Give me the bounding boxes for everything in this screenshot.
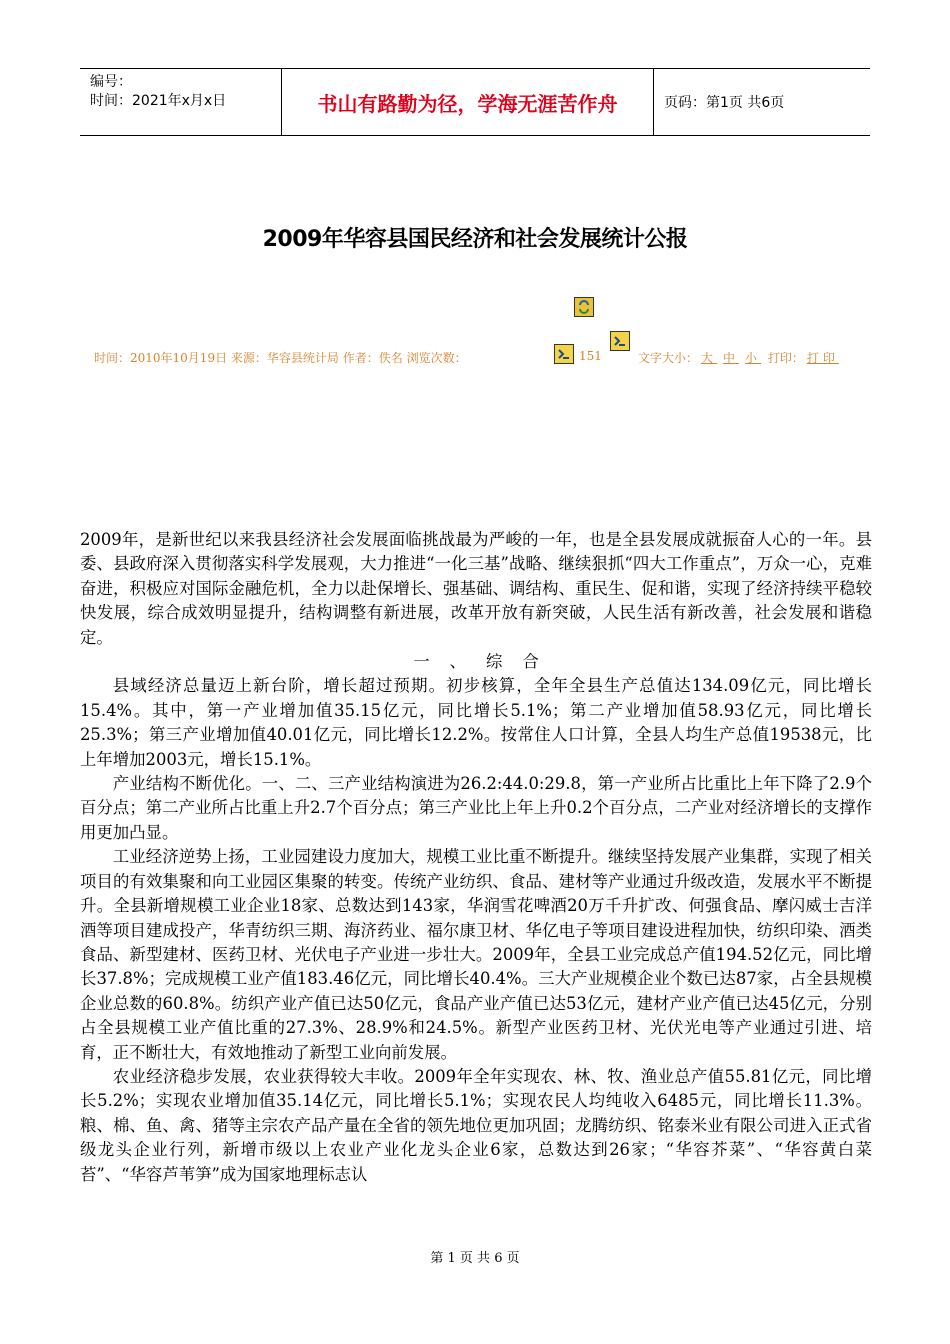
section-heading: 一、综合 <box>413 652 559 672</box>
document-title: 2009年华容县国民经济和社会发展统计公报 <box>262 227 688 252</box>
link-icon <box>610 331 630 351</box>
print-label: 打印： <box>767 351 804 365</box>
paragraph: 农业经济稳步发展，农业获得较大丰收。2009年全年实现农、林、牧、渔业总产值55.81亿元，同比增长5.2%；实现农业增加值35.14亿元，同比增长5.1%；实现农民人均纯收入6485元，同比增长11.3%。粮、棉、鱼、禽、猪等主宗农产品产量在全省的领先地位更加巩固；龙腾纺织、铭泰米业有限公司进入正式省级龙头企业行列，新增市级以上农业产业化龙头企业6家，总数达到26家；“华容芥菜”、“华容黄白菜苔”、“华容芦苇笋”成为国家地理标志认 <box>80 1066 872 1184</box>
print-link[interactable]: 打印 <box>806 351 839 365</box>
views-icon <box>554 344 574 364</box>
serial-label: 编号： <box>90 74 132 90</box>
font-medium-link[interactable]: 中 <box>723 351 740 365</box>
motto: 书山有路勤为径，学海无涯苦作舟 <box>317 91 618 116</box>
meta-time: 时间：2010年10月19日 <box>94 351 228 365</box>
date-label: 时间：2021年x月x日 <box>90 93 227 109</box>
meta-controls <box>638 349 842 366</box>
header-table <box>80 68 870 136</box>
header-right-cell <box>654 69 870 135</box>
font-size-label: 文字大小： <box>638 351 699 365</box>
article-meta <box>94 349 467 366</box>
meta-views-count: 151 <box>579 349 602 363</box>
paragraph: 产业结构不断优化。一、二、三产业结构演进为26.2:44.0:29.8，第一产业所占比重比上年下降了2.9个百分点；第二产业所占比重上升2.7个百分点；第三产业比上年上升0.2个百分点，二产业对经济增长的支撑作用更加凸显。 <box>80 774 872 842</box>
font-small-link[interactable]: 小 <box>745 351 762 365</box>
meta-source: 来源：华容县统计局 <box>230 351 339 365</box>
page-info: 页码：第1页 共6页 <box>664 95 785 111</box>
paragraph: 工业经济逆势上扬，工业园建设力度加大，规模工业比重不断提升。继续坚持发展产业集群，实现了相关项目的有效集聚和向工业园区集聚的转变。传统产业纺织、食品、建材等产业通过升级改造，发展水平不断提升。全县新增规模工业企业18家、总数达到143家，华润雪花啤酒20万千升扩改、何强食品、摩闪威士吉洋酒等项目建成投产，华青纺织三期、海济药业、福尔康卫材、华亿电子等项目建设进程加快，纺织印染、酒类食品、新型建材、医药卫材、光伏电子产业进一步壮大。2009年，全县工业完成总产值194.52亿元，同比增长37.8%；完成规模工业产值183.46亿元，同比增长40.4%。三大产业规模企业个数已达87家，占全县规模企业总数的60.8%。纺织产业产值已达50亿元，食品产业产值已达53亿元，建材产业产值已达45亿元，分别占全县规模工业产值比重的27.3%、28.9%和24.5%。新型产业医药卫材、光伏光电等产业通过引进、培育，正不断壮大，有效地推动了新型工业向前发展。 <box>80 847 872 1062</box>
refresh-icon <box>574 297 594 317</box>
meta-author: 作者：佚名 <box>342 351 403 365</box>
intro-paragraph: 2009年，是新世纪以来我县经济社会发展面临挑战最为严峻的一年，也是全县发展成就振奋人心的一年。县委、县政府深入贯彻落实科学发展观，大力推进“一化三基”战略、继续狠抓“四大工作重点”，万众一心，克难奋进，积极应对国际金融危机，全力以赴保增长、强基础、调结构、重民生、促和谐，实现了经济持续平稳较快发展，综合成效明显提升，结构调整有新进展，改革开放有新突破，人民生活有新改善，社会发展和谐稳定。 <box>80 530 872 647</box>
page-footer: 第 1 页 共 6 页 <box>430 1251 520 1266</box>
header-motto-cell <box>281 69 654 135</box>
paragraph: 县域经济总量迈上新台阶，增长超过预期。初步核算，全年全县生产总值达134.09亿元，同比增长15.4%。其中，第一产业增加值35.15亿元，同比增长5.1%；第二产业增加值58.93亿元，同比增长25.3%；第三产业增加值40.01亿元，同比增长12.2%。按常住人口计算，全县人均生产总值19538元，比上年增加2003元，增长15.1%。 <box>80 676 872 769</box>
meta-views-label: 浏览次数： <box>406 351 467 365</box>
article-body <box>80 528 872 1187</box>
header-left-cell <box>80 69 281 135</box>
font-large-link[interactable]: 大 <box>701 351 718 365</box>
